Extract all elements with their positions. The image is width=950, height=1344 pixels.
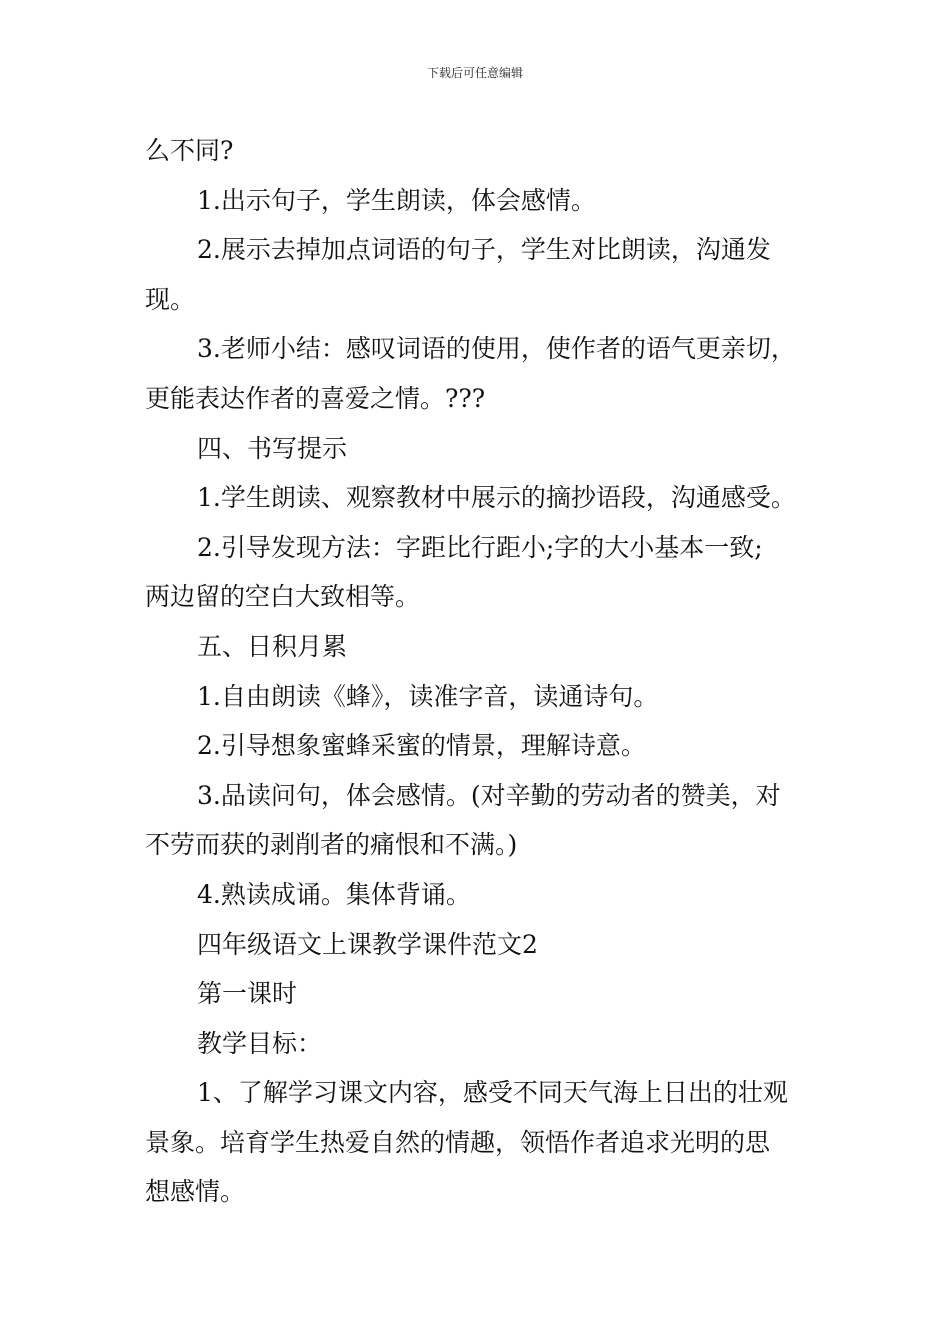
text-line: 3.老师小结：感叹词语的使用，使作者的语气更亲切， <box>197 334 796 364</box>
section-heading: 教学目标： <box>197 1028 323 1058</box>
text-line: 2.引导想象蜜蜂采蜜的情景，理解诗意。 <box>197 731 646 761</box>
section-heading: 四、书写提示 <box>197 433 348 463</box>
text-line: 两边留的空白大致相等。 <box>145 582 421 612</box>
document-subtitle: 四年级语文上课教学课件范文2 <box>197 929 538 959</box>
text-line: 1.出示句子，学生朗读，体会感情。 <box>197 185 596 215</box>
text-line: 更能表达作者的喜爱之情。??? <box>145 383 486 413</box>
page-header: 下载后可任意编辑 <box>426 66 523 80</box>
document-body <box>145 126 845 1217</box>
text-line: 2.引导发现方法：字距比行距小;字的大小基本一致; <box>197 532 763 562</box>
text-line: 不劳而获的剥削者的痛恨和不满。) <box>145 830 518 860</box>
text-line: 么不同? <box>145 136 234 165</box>
text-line: 1.自由朗读《蜂》，读准字音，读通诗句。 <box>197 681 659 711</box>
text-line: 1、了解学习课文内容，感受不同天气海上日出的壮观 <box>197 1078 788 1108</box>
text-line: 2.展示去掉加点词语的句子，学生对比朗读，沟通发 <box>197 235 771 265</box>
text-line: 现。 <box>145 284 196 314</box>
text-line: 景象。培育学生热爱自然的情趣，领悟作者追求光明的思 <box>145 1127 771 1157</box>
section-heading: 第一课时 <box>197 979 298 1009</box>
text-line: 4.熟读成诵。集体背诵。 <box>197 879 471 909</box>
text-line: 想感情。 <box>145 1177 246 1207</box>
section-heading: 五、日积月累 <box>197 631 348 661</box>
text-line: 3.品读问句，体会感情。(对辛勤的劳动者的赞美，对 <box>197 780 781 810</box>
text-line: 1.学生朗读、观察教材中展示的摘抄语段，沟通感受。 <box>197 483 796 513</box>
